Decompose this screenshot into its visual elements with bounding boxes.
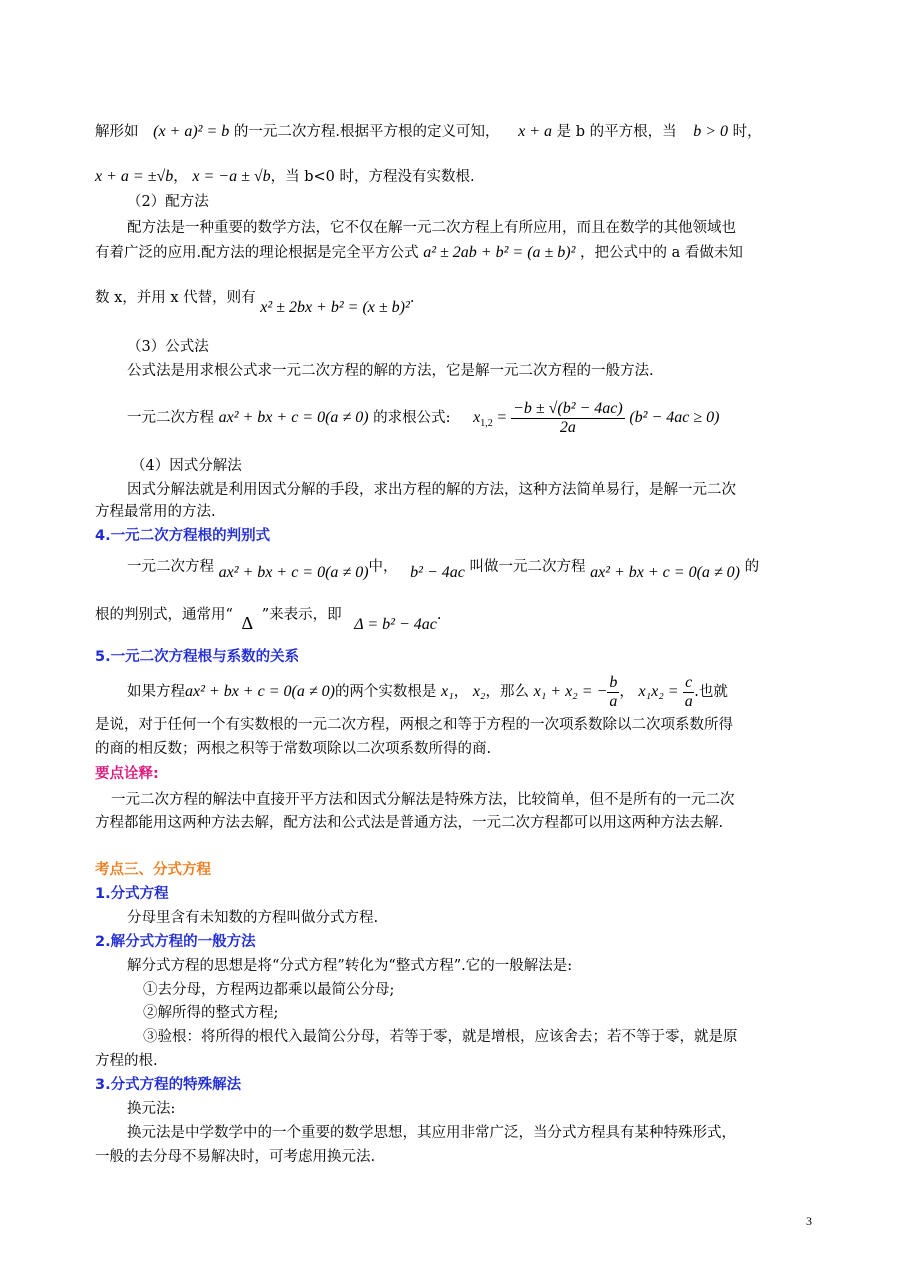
section-heading: 3.分式方程的特殊解法 <box>95 1077 242 1093</box>
formula: (x + a)² = b <box>153 123 230 140</box>
paragraph-line: 方程最常用的方法. <box>95 504 216 520</box>
paragraph-line: 一元二次方程的解法中直接开平方法和因式分解法是特殊方法，比较简单，但不是所有的一元二次 <box>111 792 735 808</box>
text-line <box>127 396 719 446</box>
numerator: c <box>685 673 693 691</box>
fraction <box>683 674 694 711</box>
text: 叫做一元二次方程 <box>469 559 586 575</box>
numerator: b <box>609 673 618 691</box>
formula: Δ = b² − 4ac <box>354 616 437 633</box>
text-line <box>95 243 743 263</box>
section-heading: 1.分式方程 <box>95 886 169 902</box>
paragraph-line: 方程都能用这两种方法去解，配方法和公式法是普通方法，一元二次方程都可以用这两种方法去解. <box>95 815 724 831</box>
paragraph-line: 分母里含有未知数的方程叫做分式方程. <box>127 910 379 926</box>
paragraph-line: 配方法是一种重要的数学方法，它不仅在解一元二次方程上有所应用，而且在数学的其他领域也 <box>127 220 736 236</box>
paragraph-line: 是说，对于任何一个有实数根的一元二次方程，两根之和等于方程的一次项系数除以二次项系数所得 <box>95 717 733 733</box>
text: . <box>436 607 442 623</box>
text: 一元二次方程 <box>127 410 214 426</box>
text: 中， <box>368 559 398 575</box>
paragraph-line: 的商的相反数；两根之积等于常数项除以二次项系数所得的商. <box>95 741 492 757</box>
formula: x₁x₂ = <box>638 683 679 700</box>
text: 的求根公式: <box>373 410 451 426</box>
formula: x₁ <box>441 683 454 700</box>
paragraph-line: 方程的根. <box>95 1053 158 1069</box>
text: ，当 b<0 时，方程没有实数根. <box>270 169 475 185</box>
paragraph-line: 一般的去分母不易解决时，可考虑用换元法. <box>95 1149 376 1165</box>
subsection-title: （3）公式法 <box>127 339 209 355</box>
text: 是 b 的平方根，当 <box>556 124 677 140</box>
numerator: −b ± √(b² − 4ac) <box>513 399 623 417</box>
text: . <box>409 290 415 306</box>
delta-symbol: Δ <box>241 613 254 633</box>
formula: ax² + bx + c = 0(a ≠ 0) <box>218 409 369 426</box>
text: ，把公式中的 a 看做未知 <box>580 245 743 261</box>
text: .也就 <box>694 684 728 700</box>
paragraph-line: 因式分解法就是利用因式分解的手段，求出方程的解的方法，这种方法简单易行，是解一元二次 <box>127 482 736 498</box>
step-item: ②解所得的整式方程; <box>143 1005 279 1021</box>
formula: x + a = ±√b <box>95 168 174 185</box>
text-line <box>127 552 759 582</box>
text: ”来表示，即 <box>261 607 342 623</box>
formula: a² ± 2ab + b² = (a ± b)² <box>423 244 576 261</box>
text-line <box>95 598 442 633</box>
text-line <box>95 122 762 142</box>
formula: x² ± 2bx + b² = (x ± b)² <box>260 299 410 316</box>
text: = <box>497 409 507 426</box>
formula: ax² + bx + c = 0(a ≠ 0) <box>185 683 335 700</box>
paragraph-line: 换元法是中学数学中的一个重要的数学思想，其应用非常广泛，当分式方程具有某种特殊形式， <box>127 1125 736 1141</box>
formula: x₁ + x₂ = − <box>533 683 608 700</box>
formula: x + a <box>518 123 552 140</box>
subsection-title: （2）配方法 <box>127 194 209 210</box>
page-number: 3 <box>806 1214 812 1228</box>
text-line <box>95 167 475 187</box>
paragraph-line: 公式法是用求根公式求一元二次方程的解的方法，它是解一元二次方程的一般方法. <box>127 363 654 379</box>
step-item: ①去分母，方程两边都乘以最简公分母; <box>143 982 395 998</box>
text: 的 <box>744 559 760 575</box>
formula: b² − 4ac <box>410 564 465 581</box>
denominator: a <box>684 692 693 710</box>
fraction <box>607 674 619 711</box>
paragraph-line: 换元法: <box>127 1101 176 1117</box>
subsection-title: （4）因式分解法 <box>131 458 242 474</box>
text: 有着广泛的应用.配方法的理论根据是完全平方公式 <box>95 245 419 261</box>
text-line <box>127 672 728 712</box>
formula: x = −a ± √b <box>192 168 271 185</box>
text: 的两个实数根是 <box>334 684 437 700</box>
text-line <box>95 288 415 316</box>
text: 时， <box>732 124 762 140</box>
text: 一元二次方程 <box>127 559 214 575</box>
step-item: ③验根：将所得的根代入最简公分母，若等于零，就是增根，应该舍去；若不等于零，就是原 <box>143 1029 738 1045</box>
paragraph-line: 解分式方程的思想是将“分式方程”转化为“整式方程”.它的一般解法是: <box>127 958 573 974</box>
text: 数 x，并用 x 代替，则有 <box>95 290 256 306</box>
formula: x₂ <box>472 683 486 700</box>
text: ， <box>453 684 469 700</box>
root-formula: $x_{1,2}$ <box>473 409 493 430</box>
denominator: 2a <box>559 418 576 436</box>
formula: (b² − 4ac ≥ 0) <box>629 409 720 426</box>
text: 的一元二次方程.根据平方根的定义可知， <box>233 124 500 140</box>
topic-heading: 考点三、分式方程 <box>95 862 211 878</box>
text: 如果方程 <box>127 684 185 700</box>
text: 解形如 <box>95 124 139 140</box>
text: ， <box>173 169 188 185</box>
formula: ax² + bx + c = 0(a ≠ 0) <box>590 564 741 581</box>
formula: b > 0 <box>693 123 729 140</box>
formula: ax² + bx + c = 0(a ≠ 0) <box>218 564 369 581</box>
text: ， <box>619 684 634 700</box>
denominator: a <box>609 692 618 710</box>
section-heading: 5.一元二次方程根与系数的关系 <box>95 649 300 665</box>
section-heading: 4.一元二次方程根的判别式 <box>95 528 271 544</box>
text: 根的判别式，通常用“ <box>95 607 233 623</box>
text: ，那么 <box>485 684 529 700</box>
fraction <box>511 400 625 437</box>
key-points-heading: 要点诠释: <box>95 766 159 782</box>
section-heading: 2.解分式方程的一般方法 <box>95 934 256 950</box>
